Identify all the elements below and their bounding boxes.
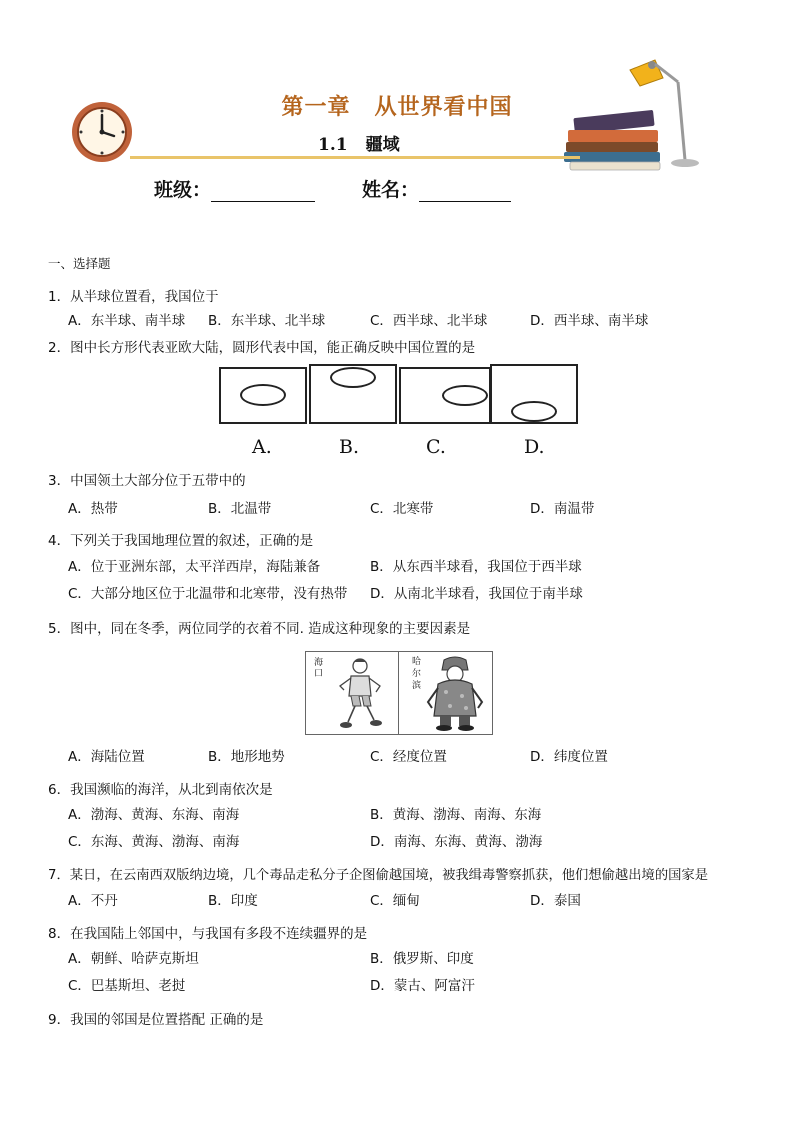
question-stem: 7．某日，在云南西双版纳边境，几个毒品走私分子企图偷越国境，被我缉毒警察抓获，他们想偷越出境的国家是	[48, 868, 709, 883]
option-d[interactable]: D．南温带	[530, 501, 595, 517]
figure-b-rectangle	[309, 364, 397, 424]
class-blank[interactable]	[211, 183, 315, 202]
option-b[interactable]: B．黄海、渤海、南海、东海	[370, 807, 542, 823]
option-b[interactable]: B．北温带	[208, 501, 272, 517]
option-c[interactable]: C．缅甸	[370, 893, 420, 909]
name-label: 姓名：	[362, 179, 420, 201]
option-b[interactable]: B．东半球、北半球	[208, 313, 326, 329]
class-label: 班级：	[154, 179, 212, 201]
harbin-label: 哈尔滨	[412, 657, 422, 691]
figure-a-ellipse	[240, 384, 286, 406]
question-stem: 3．中国领土大部分位于五带中的	[48, 473, 246, 489]
figure-b-ellipse	[330, 367, 376, 388]
option-a[interactable]: A．东半球、南半球	[68, 313, 186, 329]
figure-divider	[398, 652, 399, 734]
option-a[interactable]: A．朝鲜、哈萨克斯坦	[68, 951, 199, 967]
figure-label-d: D.	[524, 436, 545, 458]
option-b[interactable]: B．地形地势	[208, 749, 285, 765]
option-d[interactable]: D．南海、东海、黄海、渤海	[370, 834, 543, 850]
option-c[interactable]: C．北寒带	[370, 501, 434, 517]
figure-c-rectangle	[399, 367, 491, 424]
option-d[interactable]: D．从南北半球看，我国位于南半球	[370, 586, 583, 602]
figure-d-ellipse	[511, 401, 557, 422]
subtitle-text: 疆域	[365, 135, 400, 155]
option-a[interactable]: A．热带	[68, 501, 118, 517]
figure-a-rectangle	[219, 367, 307, 424]
title-chapter: 第一章	[281, 94, 351, 120]
figure-c-ellipse	[442, 385, 488, 406]
option-c[interactable]: C．大部分地区位于北温带和北寒带，没有热带	[68, 586, 348, 602]
name-blank[interactable]	[419, 183, 511, 202]
option-b[interactable]: B．印度	[208, 893, 258, 909]
subtitle-number: 1.1	[318, 135, 348, 155]
option-a[interactable]: A．海陆位置	[68, 749, 145, 765]
winter-student-icon	[424, 656, 486, 732]
haikou-label: 海口	[314, 658, 324, 679]
option-d[interactable]: D．西半球、南半球	[530, 313, 649, 329]
option-c[interactable]: C．东海、黄海、渤海、南海	[68, 834, 240, 850]
section-subtitle	[318, 130, 400, 155]
class-field	[154, 175, 315, 202]
question-stem: 5．图中，同在冬季，两位同学的衣着不同. 造成这种现象的主要因素是	[48, 621, 471, 637]
title-underline	[130, 156, 580, 159]
section-heading: 一、选择题	[48, 256, 111, 271]
option-c[interactable]: C．经度位置	[370, 749, 447, 765]
option-d[interactable]: D．泰国	[530, 893, 581, 909]
question-stem: 2．图中长方形代表亚欧大陆，圆形代表中国，能正确反映中国位置的是	[48, 340, 476, 356]
summer-student-icon	[334, 656, 390, 732]
option-a[interactable]: A．渤海、黄海、东海、南海	[68, 807, 240, 823]
option-d[interactable]: D．蒙古、阿富汗	[370, 978, 475, 994]
option-c[interactable]: C．巴基斯坦、老挝	[68, 978, 186, 994]
title-text: 从世界看中国	[374, 94, 513, 120]
question-stem: 4．下列关于我国地理位置的叙述，正确的是	[48, 533, 314, 549]
option-c[interactable]: C．西半球、北半球	[370, 313, 488, 329]
clothing-figure	[305, 651, 493, 735]
name-field	[362, 175, 511, 202]
page-title	[0, 90, 794, 121]
figure-label-b: B.	[339, 436, 360, 458]
option-b[interactable]: B．俄罗斯、印度	[370, 951, 474, 967]
option-a[interactable]: A．位于亚洲东部，太平洋西岸，海陆兼备	[68, 559, 321, 575]
question-stem: 8．在我国陆上邻国中，与我国有多段不连续疆界的是	[48, 926, 368, 942]
figure-label-a: A.	[252, 436, 272, 458]
question-stem: 6．我国濒临的海洋，从北到南依次是	[48, 782, 273, 798]
question-stem: 1．从半球位置看，我国位于	[48, 289, 219, 305]
figure-label-c: C.	[426, 436, 446, 458]
option-b[interactable]: B．从东西半球看，我国位于西半球	[370, 559, 582, 575]
option-a[interactable]: A．不丹	[68, 893, 118, 909]
question-stem: 9．我国的邻国是位置搭配 正确的是	[48, 1012, 264, 1028]
figure-d-rectangle	[490, 364, 578, 424]
option-d[interactable]: D．纬度位置	[530, 749, 608, 765]
